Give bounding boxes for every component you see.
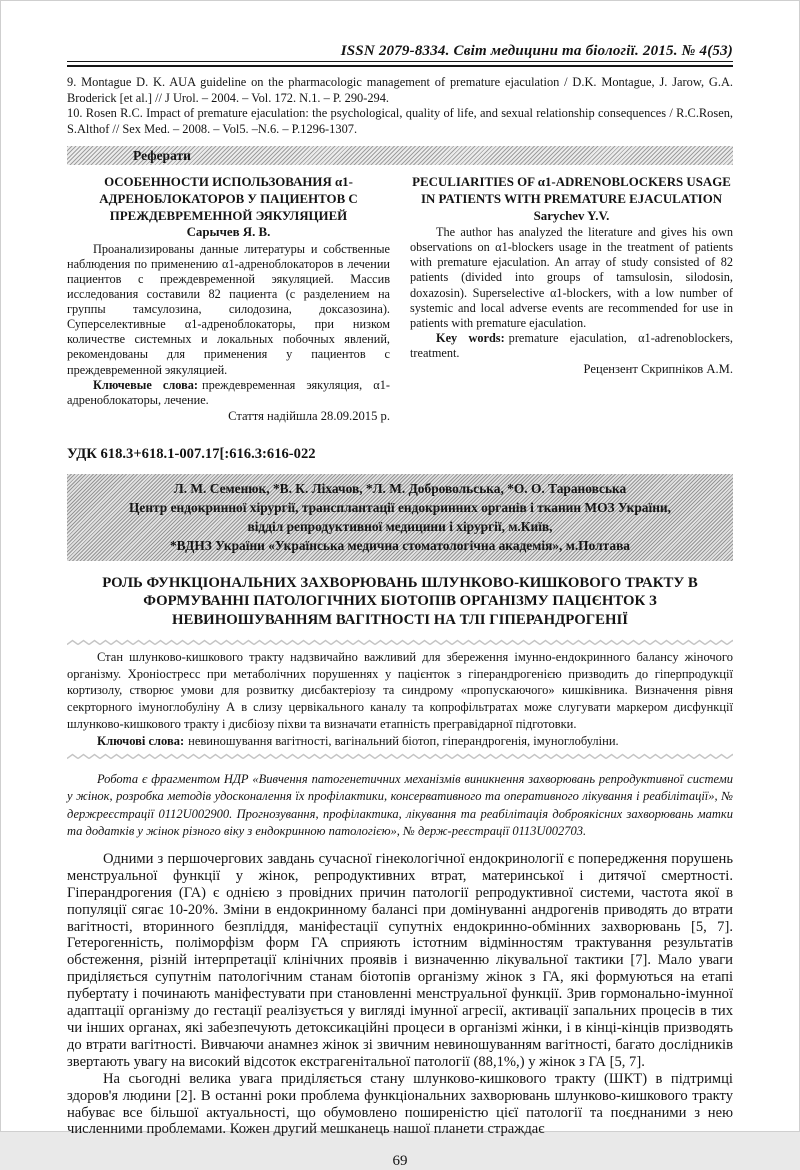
affiliation-line-3: *ВДНЗ України «Українська медична стоматологічна академія», м.Полтава — [169, 537, 630, 553]
authors-line: Л. М. Семенюк, *В. К. Ліхачов, *Л. М. Добровольська, *О. О. Тарановська — [173, 480, 627, 496]
reviewer-line: Рецензент Скрипніков А.М. — [583, 362, 733, 376]
article-title: РОЛЬ ФУНКЦІОНАЛЬНИХ ЗАХВОРЮВАНЬ ШЛУНКОВО-КИШКОВОГО ТРАКТУ В ФОРМУВАННІ ПАТОЛОГІЧНИХ БІОТОПІВ ОРГАНІЗМУ ПАЦІЄНТОК З НЕВИНОШУВАННЯМ ВАГІТНОСТІ НА ТЛІ ГІПЕРАНДРОГЕНІЇ — [102, 574, 698, 629]
udk-line: УДК 618.3+618.1-007.17[:616.3:616-022 — [67, 445, 316, 462]
references-section — [67, 75, 733, 137]
authors-band — [67, 474, 733, 561]
abstract-en-column — [410, 174, 733, 424]
keywords-label-en: Key words: — [436, 330, 505, 345]
abstract-ru-body: Проанализированы данные литературы и собственные наблюдения по применению α1-адреноблокаторов в лечении пациентов с преждевременной эякуляцией. Массив исследования составили 82 пациента (с разделением на группы тамсулозина, силодозина, доксазозина). Суперселективные α1-адреноблокаторы, при низком количестве системных и локальных побочных явлений, рекомендованы для применения у пациентов с преждевременной эякуляцией. — [67, 241, 390, 377]
page-number: 69 — [392, 1153, 408, 1170]
referaty-label: Реферати — [133, 148, 191, 164]
ndr-note: Робота є фрагментом НДР «Вивчення патогенетичних механізмів виникнення захворювань репродуктивної системи у жінок, розробка методів удосконалення їх профілактики, консервативного та оперативного лікування і реабілітації», № держреєстрації 0112U002900. Прогнозування, профілактика, лікування та реабілітація доброякісних захворювань матки та додатків у жінок різного віку з ендокринною патологією», № держ-реєстрації 0113U002703. — [67, 772, 733, 838]
abstract-en-keywords — [410, 331, 733, 361]
abstract-en-body: The author has analyzed the literature and gives his own observations on α1-blockers usage in the treatment of patients with premature ejaculation. An array of study consisted of 82 patients (divided into groups of tamsulosin, silodosin, doxazosin). Superselective α1-blockers, with a low number of systemic and local adverse events are recommended for use in patients with premature ejaculation. — [410, 225, 733, 330]
abstract-ru-keywords — [67, 378, 390, 408]
body-paragraph-2: На сьогодні велика увага приділяється стану шлунково-кишкового тракту (ШКТ) в підтримці здоров'я людини [2]. В останні роки проблема функціональних захворювань шлунково-кишкового тракту набуває все більшої актуальності, що обумовлено поширеністю цієї патології та поєднаними з нею численними проблемами. Кожен другий мешканець нашої планети страждає — [67, 1070, 733, 1138]
keywords-text-ru: преждевременная эякуляция, α1-адреноблокаторы, лечение. — [67, 377, 390, 407]
abstract-en-title: PECULIARITIES OF α1-ADRENOBLOCKERS USAGE IN PATIENTS WITH PREMATURE EJACULATION — [412, 175, 731, 206]
keywords-text-ua: невиношування вагітності, вагінальний біотоп, гіперандрогенія, імуноглобуліни. — [188, 734, 619, 749]
referaty-band — [67, 146, 733, 165]
page-content — [67, 43, 733, 1170]
affiliation-line-2: відділ репродуктивної медицини і хірургії, м.Київ, — [247, 518, 553, 534]
header-double-rule — [67, 65, 733, 68]
keywords-label-ua: Ключові слова: — [97, 734, 185, 749]
abstract-ru-column — [67, 174, 390, 424]
article-keywords — [67, 733, 733, 750]
reference-item: 9. Montague D. K. AUA guideline on the pharmacologic management of premature ejaculation / D.K. Montague, J. Jarow, G.A. Broderick [et al.] // J Urol. – 2004. – Vol. 172. N.1. – P. 290-294. — [67, 75, 733, 105]
article-abstract: Стан шлунково-кишкового тракту надзвичайно важливий для збереження імунно-ендокринного балансу жіночого організму. Хроніостресс при метаболічних порушеннях у пацієнток з гіперандрогенією призводить до гіперпродукції кортизолу, створює умови для розвитку дисбактеріозу та синдрому «пропускаючого» кишківника. Визначення рівня секрторного імуноглобуліну А в слизу цервікального каналу та копрофільтратах може слугувати маркером дисфункції шлунково-кишкового тракту і дисбіозу піхви та визначати етапність прегравідарної підготовки. — [67, 649, 733, 732]
body-paragraph-1: Одними з першочергових завдань сучасної гінекологічної ендокринології є попередження порушень менструальної функції у жінок, репродуктивних втрат, материнської і дитячої смертності. Гіперандрогения (ГА) є однією з провідних причин патології репродуктивної системи, частота якої в популяції сягає 10-20%. Зміни в ендокринному балансі при домінуванні андрогенів приводять до втрати вагітності, вторинного безпліддя, маніфестації супутніх ендокринно-обмінних захворювань [5, 7]. Гетерогенність, поліморфізм форм ГА сприяють істотним відмінностям трактування результатів обстеження, різній інтерпретації клінічних проявів і визначенню лікувальної тактики [7]. Мало уваги приділяється супутнім патологічним станам біотопів організму жінок з ГА, які формуються на етапі пубертату і починають маніфестувати при становленні менструальної функції. Зрив гормонально-імунної адаптації організму до гестації реалізується у вигляді імунної агресії, активації запальних процесів в тих чи інших органах, які забезпечують детоксикаційні процеси в організмі жінки, і в кінці-кінців призводять до втрати вагітності. Вивчаючи анамнез жінок зі звичним невиношуванням вагітності, багато дослідників звертають увагу на високий відсоток екстрагенітальної патології (88,1%,) у жінок з ГА [5, 7]. — [67, 850, 733, 1070]
affiliation-line-1: Центр ендокринної хірургії, трансплантації ендокринних органів і тканин МОЗ України, — [128, 499, 671, 515]
abstract-en-author: Sarychev Y.V. — [533, 208, 610, 223]
page-footer — [67, 1153, 733, 1170]
received-date: Стаття надійшла 28.09.2015 р. — [228, 408, 390, 423]
abstract-ru-author: Сарычев Я. В. — [186, 225, 271, 240]
zigzag-divider-top — [67, 639, 733, 646]
issn-journal-line: ISSN 2079-8334. Світ медицини та біології. 2015. № 4(53) — [340, 43, 733, 59]
abstract-ru-title: ОСОБЕННОСТИ ИСПОЛЬЗОВАНИЯ α1-АДРЕНОБЛОКАТОРОВ У ПАЦИЕНТОВ С ПРЕЖДЕВРЕМЕННОЙ ЭЯКУЛЯЦИЕЙ — [99, 175, 358, 223]
keywords-text-en: premature ejaculation, α1-adrenoblockers, treatment. — [410, 330, 733, 360]
reference-item: 10. Rosen R.C. Impact of premature ejaculation: the psychological, quality of life, and sexual relationship consequences / R.C.Rosen, S.Althof // Sex Med. – 2008. – Vol5. –N.6. – P.1296-1307. — [67, 106, 733, 136]
zigzag-divider-bottom — [67, 753, 733, 760]
abstracts-columns — [67, 174, 733, 424]
page-header — [67, 43, 733, 62]
keywords-label-ru: Ключевые слова: — [93, 377, 198, 392]
